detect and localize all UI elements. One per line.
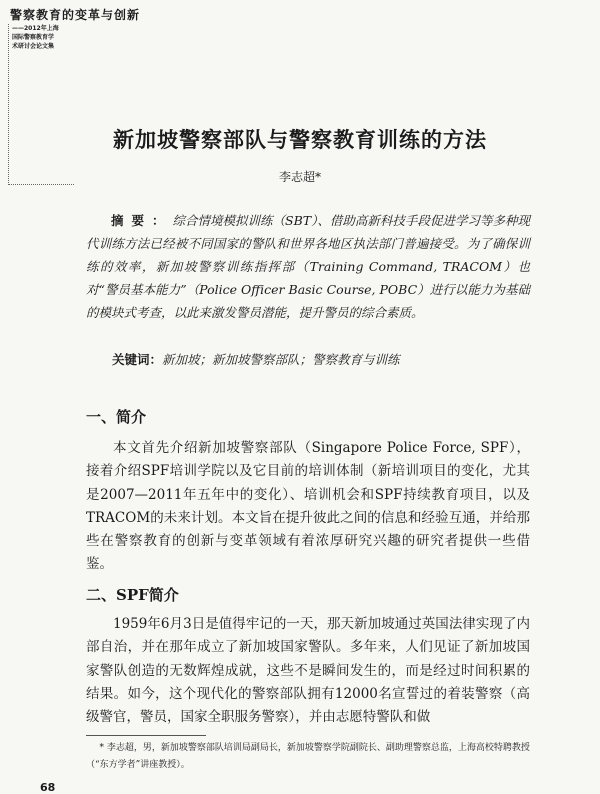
keywords: [112, 350, 532, 370]
keywords-text: 新加坡；新加坡警察部队；警察教育与训练: [162, 352, 400, 367]
section-heading-spf: 二、SPF简介: [86, 586, 179, 604]
keywords-label: 关键词：: [112, 352, 163, 367]
article-title: 新加坡警察部队与警察教育训练的方法: [113, 127, 487, 152]
series-note-line: 国际警察教育学: [12, 34, 55, 41]
abstract: [86, 209, 530, 324]
series-note-line: 术研讨会论文集: [12, 43, 55, 50]
series-note-line: ——2012年上海: [12, 25, 59, 32]
article-author: 李志超*: [278, 170, 321, 184]
footnote-rule: [86, 735, 206, 736]
author-footnote: * 李志超，男，新加坡警察部队培训局副局长，新加坡警察学院副院长、副助理警察总监，上海高校特聘教授（“东方学者”讲座教授）。: [86, 743, 530, 770]
section-paragraph-spf: 1959年6月3日是值得牢记的一天，那天新加坡通过英国法律实现了内部自治，并在那年成立了新加坡国家警队。多年来，人们见证了新加坡国家警队创造的无数辉煌成就，这些不是瞬间发生的，而是经过时间积累的结果。如今，这个现代化的警察部队拥有12000名宣誓过的着装警察（高级警官，警员，国家全职服务警察），并由志愿特警队和做: [86, 616, 530, 726]
section-paragraph-introduction: 本文首先介绍新加坡警察部队（Singapore Police Force, SPF），接着介绍SPF培训学院以及它目前的培训体制（新培训项目的变化，尤其是2007—2011年五年中的变化）、培训机会和SPF持续教育项目，以及TRACOM的未来计划。本文旨在提升彼此之间的信息和经验互通，并给那些在警察教育的创新与变革领域有着浓厚研究兴趣的研究者提供一些借鉴。: [86, 440, 530, 573]
running-head: 警察教育的变革与创新: [10, 8, 141, 22]
section-heading-introduction: 一、简介: [86, 408, 147, 426]
series-note: [8, 24, 74, 185]
page-number: 68: [40, 781, 56, 794]
abstract-label: 摘要：: [111, 213, 173, 228]
abstract-text: 综合情境模拟训练（SBT）、借助高新科技手段促进学习等多种现代训练方法已经被不同国家的警队和世界各地区执法部门普遍接受。为了确保训练的效率，新加坡警察训练指挥部（Training Command, TRACOM）也对“警员基本能力”（Police Officer Basic Course, POBC）进行以能力为基础的模块式考查，以此来激发警员潜能，提升警员的综合素质。: [86, 213, 530, 320]
